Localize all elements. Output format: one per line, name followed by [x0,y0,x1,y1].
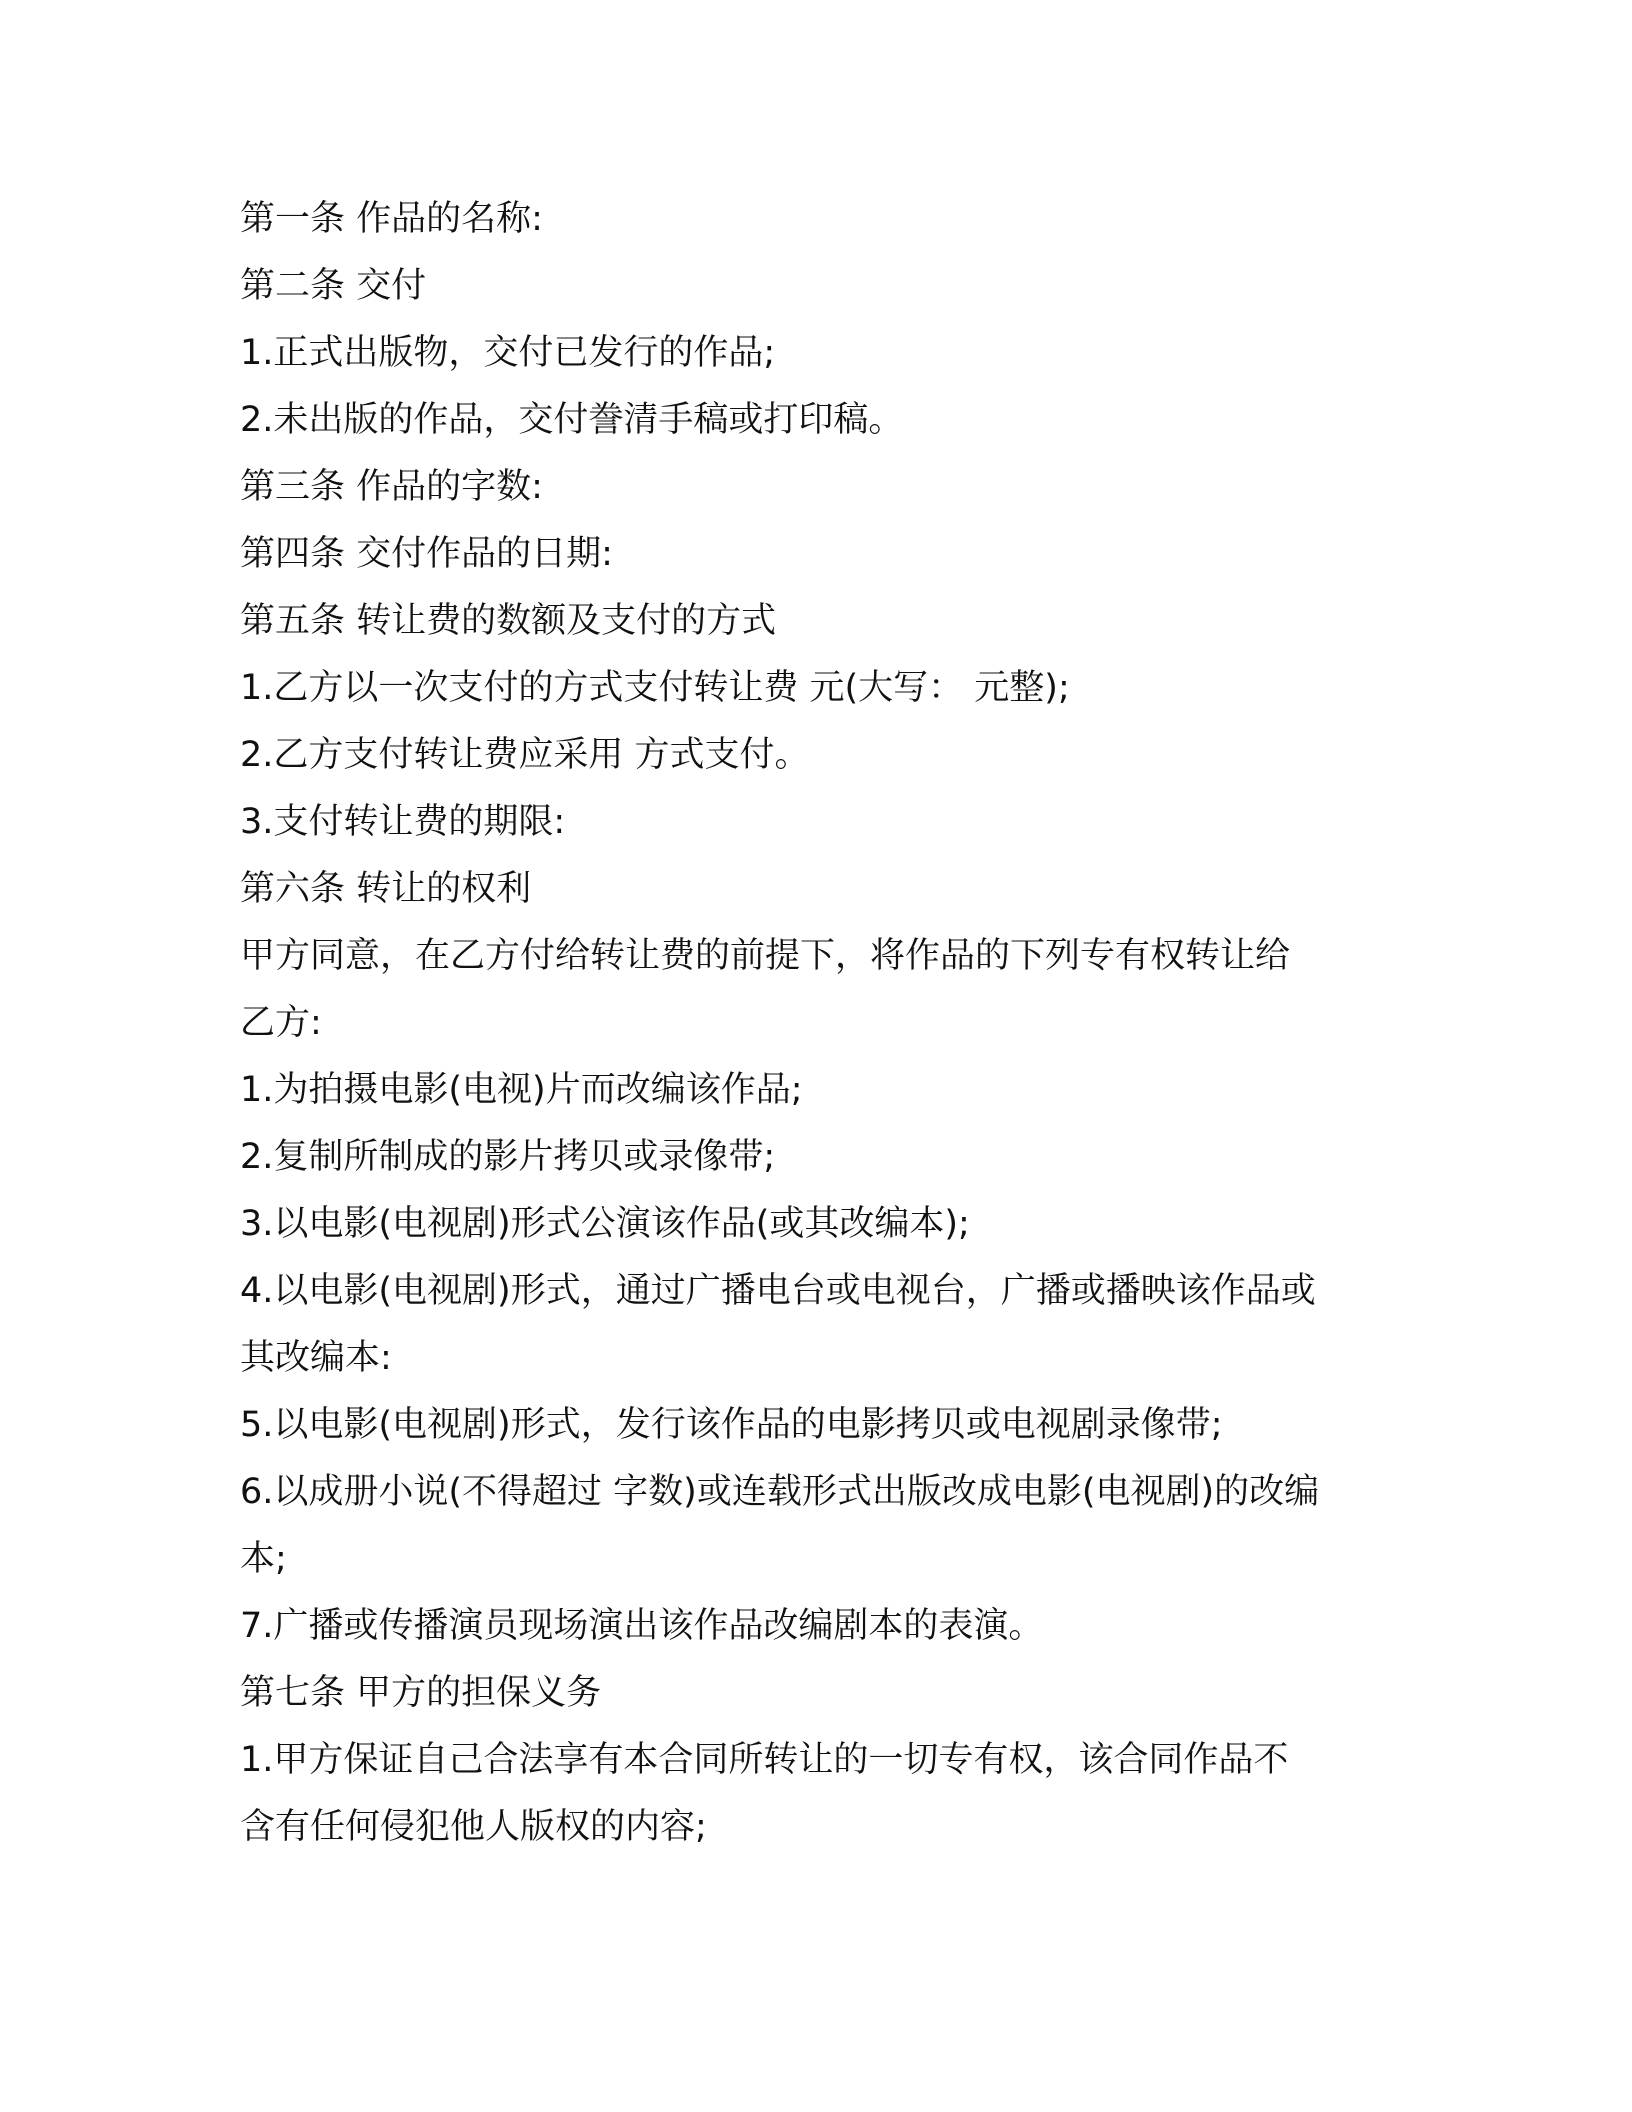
article-6-item-1: 1.为拍摄电影(电视)片而改编该作品; [240,1070,803,1110]
article-6-title: 第六条 转让的权利 [240,869,532,909]
contract-body [240,186,1400,1861]
article-6-item-2: 2.复制所制成的影片拷贝或录像带; [240,1137,776,1177]
article-6-item-6: 6.以成册小说(不得超过 字数)或连载形式出版改成电影(电视剧)的改编 [240,1472,1320,1512]
article-7-item-1: 1.甲方保证自己合法享有本合同所转让的一切专有权，该合同作品不 [240,1740,1289,1780]
article-1-title: 第一条 作品的名称: [240,199,543,239]
article-6-item-5: 5.以电影(电视剧)形式，发行该作品的电影拷贝或电视剧录像带; [240,1405,1223,1445]
article-7-title: 第七条 甲方的担保义务 [240,1673,602,1713]
article-5-item-1: 1.乙方以一次支付的方式支付转让费 元(大写： 元整); [240,668,1070,708]
article-6-item-7: 7.广播或传播演员现场演出该作品改编剧本的表演。 [240,1606,1044,1646]
article-2-item-1: 1.正式出版物，交付已发行的作品; [240,333,776,373]
article-6-item-6-cont: 本; [240,1539,287,1579]
article-2-title: 第二条 交付 [240,266,427,306]
article-7-item-1-cont: 含有任何侵犯他人版权的内容; [240,1807,707,1847]
article-6-item-4-cont: 其改编本: [240,1338,392,1378]
article-5-item-2: 2.乙方支付转让费应采用 方式支付。 [240,735,810,775]
article-6-item-3: 3.以电影(电视剧)形式公演该作品(或其改编本); [240,1204,970,1244]
article-5-item-3: 3.支付转让费的期限: [240,802,566,842]
article-4-title: 第四条 交付作品的日期: [240,534,613,574]
article-6-item-4: 4.以电影(电视剧)形式，通过广播电台或电视台，广播或播映该作品或 [240,1271,1316,1311]
article-6-intro-cont: 乙方: [240,1003,322,1043]
article-5-title: 第五条 转让费的数额及支付的方式 [240,601,777,641]
article-2-item-2: 2.未出版的作品，交付誊清手稿或打印稿。 [240,400,904,440]
article-6-intro: 甲方同意，在乙方付给转让费的前提下，将作品的下列专有权转让给 [240,936,1291,976]
article-3-title: 第三条 作品的字数: [240,467,543,507]
